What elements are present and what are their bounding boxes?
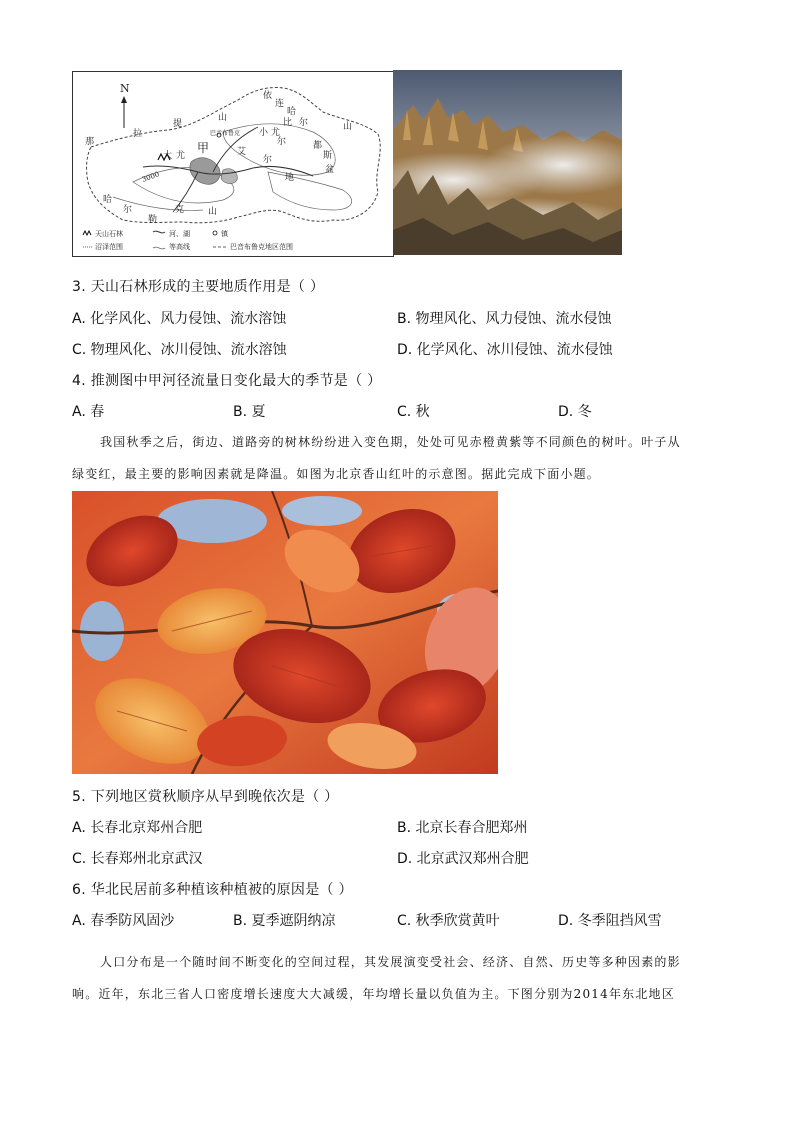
place-label: 尤 [271, 128, 281, 138]
place-label: 拉 [133, 129, 143, 139]
contour-line [268, 172, 352, 210]
legend-marsh: 沼泽范围 [95, 243, 123, 251]
red-leaves-photo [72, 491, 498, 774]
place-label: 尔 [123, 205, 133, 215]
place-label: 山 [208, 207, 218, 217]
place-label: 提 [173, 119, 183, 129]
stone-forest-photo-svg [393, 70, 622, 255]
stone-forest-icon [83, 231, 91, 235]
question-3-stem: 3. 天山石林形成的主要地质作用是（ ） [72, 279, 325, 295]
question-5-option-d[interactable]: D. 北京武汉郑州合肥 [397, 851, 529, 867]
place-label: 连 [275, 99, 285, 109]
question-3-option-d[interactable]: D. 化学风化、冰川侵蚀、流水侵蚀 [397, 342, 613, 358]
question-4-stem: 4. 推测图中甲河径流量日变化最大的季节是（ ） [72, 373, 382, 389]
map-legend [83, 229, 293, 251]
map-svg [73, 72, 393, 256]
legend-river-lake: 河、湖 [169, 230, 190, 238]
contour-value-label: 3000 [140, 170, 161, 184]
passage-2-line-2: 响。近年，东北三省人口密度增长速度大大减缓，年均增长量以负值为主。下图分别为2014年东北地区 [72, 987, 675, 1001]
north-label: N [120, 82, 130, 95]
red-leaves-photo-svg [72, 491, 498, 774]
place-label: 尔 [263, 155, 273, 165]
question-4-option-d[interactable]: D. 冬 [558, 404, 592, 420]
place-label: 大 [163, 151, 173, 161]
legend-stone-forest: 天山石林 [95, 230, 123, 238]
place-label: 依 [263, 91, 273, 101]
bayanbulak-map [72, 71, 394, 257]
contour-legend-icon [153, 247, 165, 249]
place-label: 比 [283, 118, 293, 128]
place-label: 尤 [176, 151, 186, 161]
question-6-option-c[interactable]: C. 秋季欣赏黄叶 [397, 913, 500, 929]
question-6-option-d[interactable]: D. 冬季阻挡风雪 [558, 913, 662, 929]
place-label: 地 [285, 173, 295, 183]
town-icon [213, 231, 217, 235]
legend-contour: 等高线 [169, 243, 190, 251]
place-label: 山 [343, 122, 353, 132]
question-6-option-b[interactable]: B. 夏季遮阴纳凉 [233, 913, 336, 929]
place-label: 艾 [237, 147, 247, 157]
river-jia-label: 甲 [197, 141, 210, 155]
lake-area [221, 169, 237, 184]
place-label: 哈 [103, 195, 113, 205]
place-label: 克 [175, 205, 185, 215]
place-label: 山 [218, 113, 228, 123]
question-4-option-a[interactable]: A. 春 [72, 404, 105, 420]
legend-region: 巴音布鲁克地区范围 [230, 243, 293, 251]
question-4-option-c[interactable]: C. 秋 [397, 404, 430, 420]
passage-1-line-1: 我国秋季之后，街边、道路旁的树林纷纷进入变色期，处处可见赤橙黄紫等不同颜色的树叶。叶子从 [100, 435, 681, 449]
question-3-option-c[interactable]: C. 物理风化、冰川侵蚀、流水溶蚀 [72, 342, 287, 358]
town-label: 巴音布鲁克 [210, 130, 241, 137]
question-5-stem: 5. 下列地区赏秋顺序从早到晚依次是（ ） [72, 789, 339, 805]
place-label: 盆 [325, 165, 335, 175]
place-label: 那 [85, 137, 95, 147]
north-arrowhead-icon [121, 96, 127, 103]
place-label: 小 [259, 128, 269, 138]
place-label: 都 [313, 141, 323, 151]
question-6-option-a[interactable]: A. 春季防风固沙 [72, 913, 175, 929]
place-label: 尔 [299, 118, 309, 128]
legend-town: 镇 [221, 230, 228, 238]
place-label: 尔 [277, 137, 287, 147]
river-lake-icon [153, 231, 165, 233]
stone-forest-photo [393, 70, 622, 255]
question-5-option-a[interactable]: A. 长春北京郑州合肥 [72, 820, 203, 836]
passage-1-line-2: 绿变红，最主要的影响因素就是降温。如图为北京香山红叶的示意图。据此完成下面小题。 [72, 467, 601, 481]
place-label: 斯 [323, 151, 333, 161]
question-3-option-a[interactable]: A. 化学风化、风力侵蚀、流水溶蚀 [72, 311, 287, 327]
place-label: 勒 [148, 215, 158, 225]
question-3-option-b[interactable]: B. 物理风化、风力侵蚀、流水侵蚀 [397, 311, 612, 327]
question-5-option-c[interactable]: C. 长春郑州北京武汉 [72, 851, 203, 867]
question-5-option-b[interactable]: B. 北京长春合肥郑州 [397, 820, 528, 836]
question-4-option-b[interactable]: B. 夏 [233, 404, 266, 420]
place-label: 哈 [287, 107, 297, 117]
question-6-stem: 6. 华北民居前多种植该种植被的原因是（ ） [72, 882, 353, 898]
passage-2-line-1: 人口分布是一个随时间不断变化的空间过程，其发展演变受社会、经济、自然、历史等多种因素的影 [100, 955, 681, 969]
